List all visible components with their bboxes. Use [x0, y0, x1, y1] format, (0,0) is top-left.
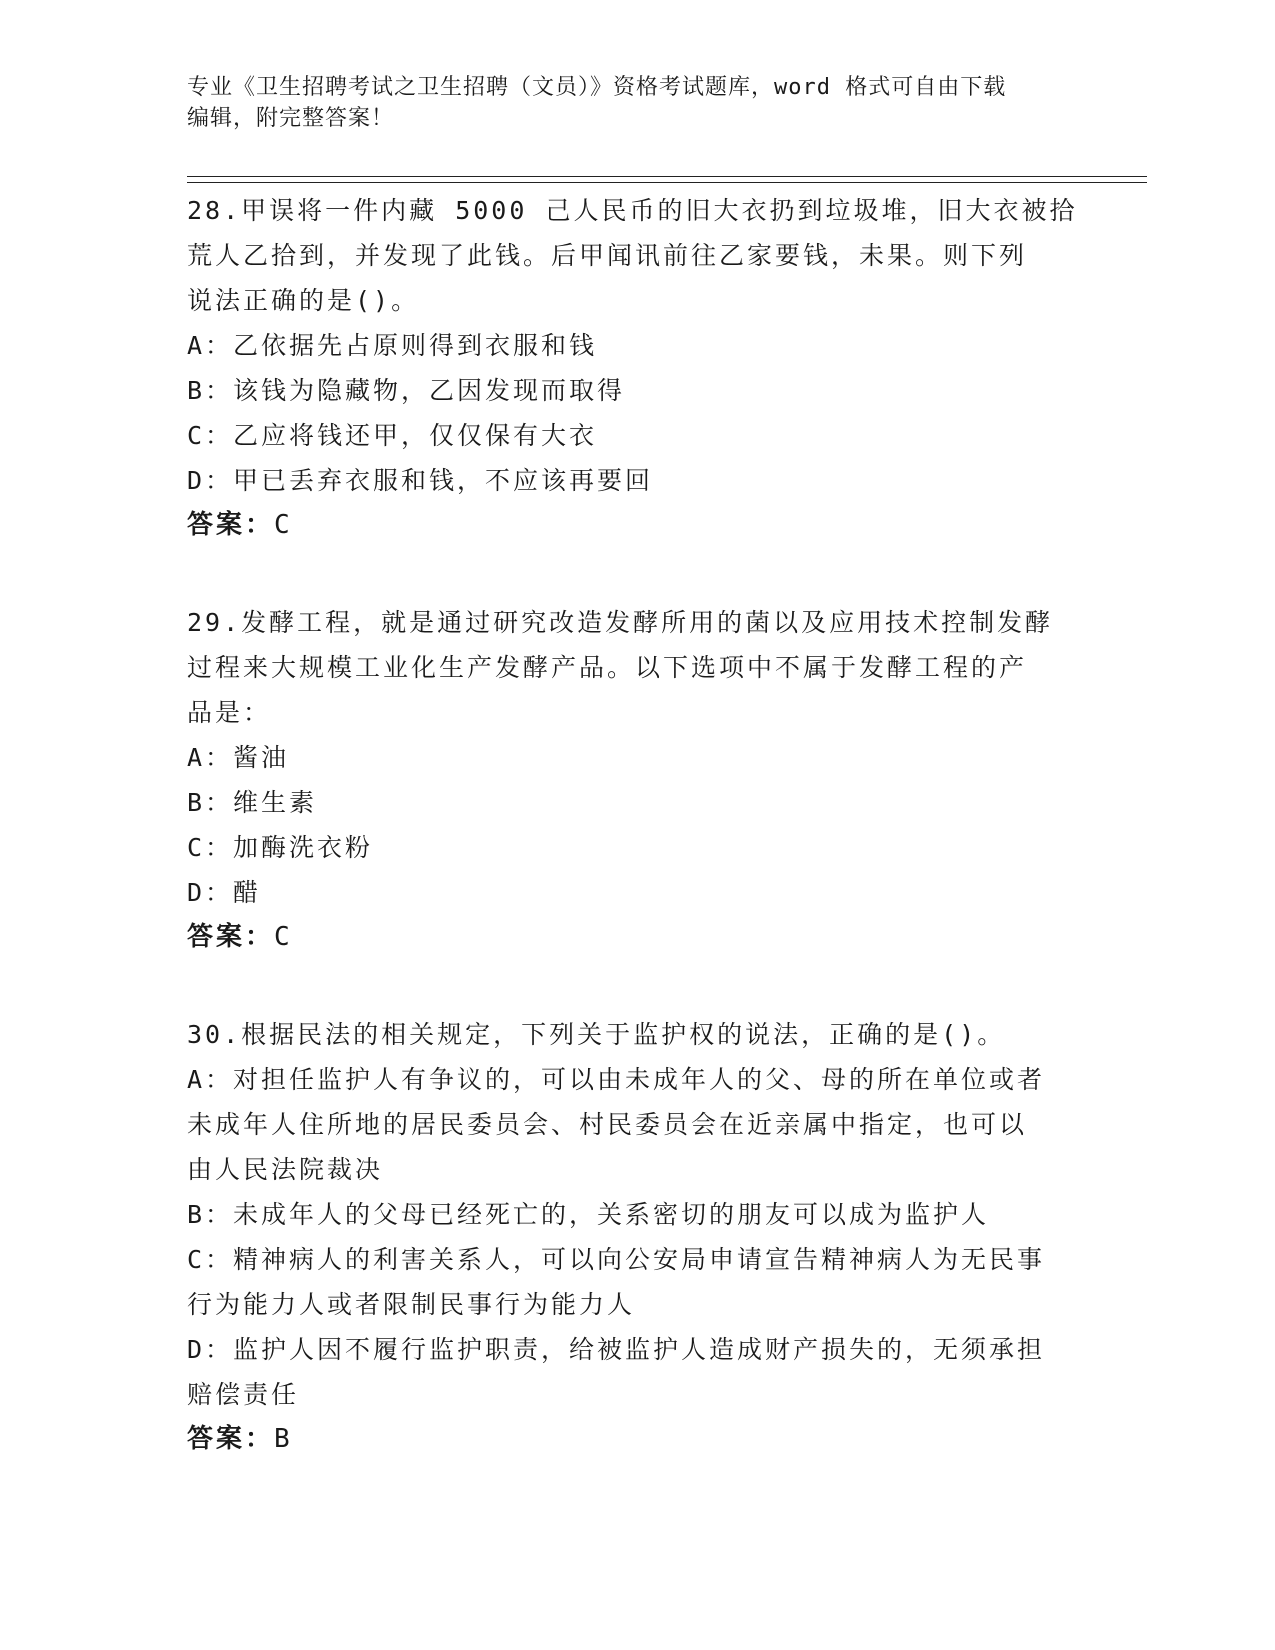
- option-line: D：甲已丢弃衣服和钱，不应该再要回: [187, 466, 654, 495]
- option-c: [187, 413, 1087, 458]
- option-line: B：该钱为隐藏物，乙因发现而取得: [187, 376, 626, 405]
- header-line-1: 专业《卫生招聘考试之卫生招聘（文员）》资格考试题库，word 格式可自由下载: [187, 75, 1007, 100]
- option-line: C：加酶洗衣粉: [187, 833, 374, 862]
- answer-line: [187, 503, 1087, 548]
- question-text: [187, 1012, 1087, 1057]
- option-line: C：乙应将钱还甲，仅仅保有大衣: [187, 421, 598, 450]
- option-c: [187, 1237, 1087, 1327]
- option-d: [187, 1327, 1087, 1417]
- option-b: [187, 1192, 1087, 1237]
- option-line: 由人民法院裁决: [187, 1155, 384, 1184]
- question-text-line: 过程来大规模工业化生产发酵产品。以下选项中不属于发酵工程的产: [187, 653, 1028, 682]
- option-a: [187, 735, 1087, 780]
- option-line: B：未成年人的父母已经死亡的，关系密切的朋友可以成为监护人: [187, 1200, 990, 1229]
- answer-value: C: [274, 922, 293, 952]
- question-block: [187, 600, 1087, 960]
- question-text: [187, 188, 1087, 323]
- header-divider-bottom: [187, 182, 1147, 183]
- answer-value: C: [274, 510, 293, 540]
- question-text-line: 30.根据民法的相关规定，下列关于监护权的说法，正确的是()。: [187, 1020, 1006, 1049]
- header-divider-top: [187, 176, 1147, 177]
- question-block: [187, 188, 1087, 548]
- answer-label: 答案：: [187, 922, 275, 952]
- option-line: 行为能力人或者限制民事行为能力人: [187, 1290, 636, 1319]
- option-b: [187, 780, 1087, 825]
- question-block: [187, 1012, 1087, 1462]
- option-line: B：维生素: [187, 788, 318, 817]
- option-line: D：醋: [187, 878, 262, 907]
- option-line: 未成年人住所地的居民委员会、村民委员会在近亲属中指定，也可以: [187, 1110, 1028, 1139]
- option-a: [187, 323, 1087, 368]
- option-line: C：精神病人的利害关系人，可以向公安局申请宣告精神病人为无民事: [187, 1245, 1046, 1274]
- option-line: A：乙依据先占原则得到衣服和钱: [187, 331, 598, 360]
- option-d: [187, 870, 1087, 915]
- option-c: [187, 825, 1087, 870]
- option-a: [187, 1057, 1087, 1192]
- answer-label: 答案：: [187, 1424, 275, 1454]
- answer-line: [187, 915, 1087, 960]
- option-line: A：对担任监护人有争议的，可以由未成年人的父、母的所在单位或者: [187, 1065, 1046, 1094]
- option-b: [187, 368, 1087, 413]
- document-header: [187, 72, 1087, 134]
- question-text-line: 29.发酵工程，就是通过研究改造发酵所用的菌以及应用技术控制发酵: [187, 608, 1054, 637]
- option-line: 赔偿责任: [187, 1380, 300, 1409]
- question-text-line: 28.甲误将一件内藏 5000 己人民币的旧大衣扔到垃圾堆，旧大衣被拾: [187, 196, 1078, 225]
- header-line-2: 编辑，附完整答案！: [187, 106, 395, 131]
- question-text-line: 品是：: [187, 698, 272, 727]
- option-line: A：酱油: [187, 743, 290, 772]
- question-text: [187, 600, 1087, 735]
- answer-value: B: [274, 1424, 293, 1454]
- option-line: D：监护人因不履行监护职责，给被监护人造成财产损失的，无须承担: [187, 1335, 1046, 1364]
- question-list: [187, 188, 1087, 1514]
- question-text-line: 说法正确的是()。: [187, 286, 420, 315]
- option-d: [187, 458, 1087, 503]
- answer-label: 答案：: [187, 510, 275, 540]
- answer-line: [187, 1417, 1087, 1462]
- question-text-line: 荒人乙拾到，并发现了此钱。后甲闻讯前往乙家要钱，未果。则下列: [187, 241, 1028, 270]
